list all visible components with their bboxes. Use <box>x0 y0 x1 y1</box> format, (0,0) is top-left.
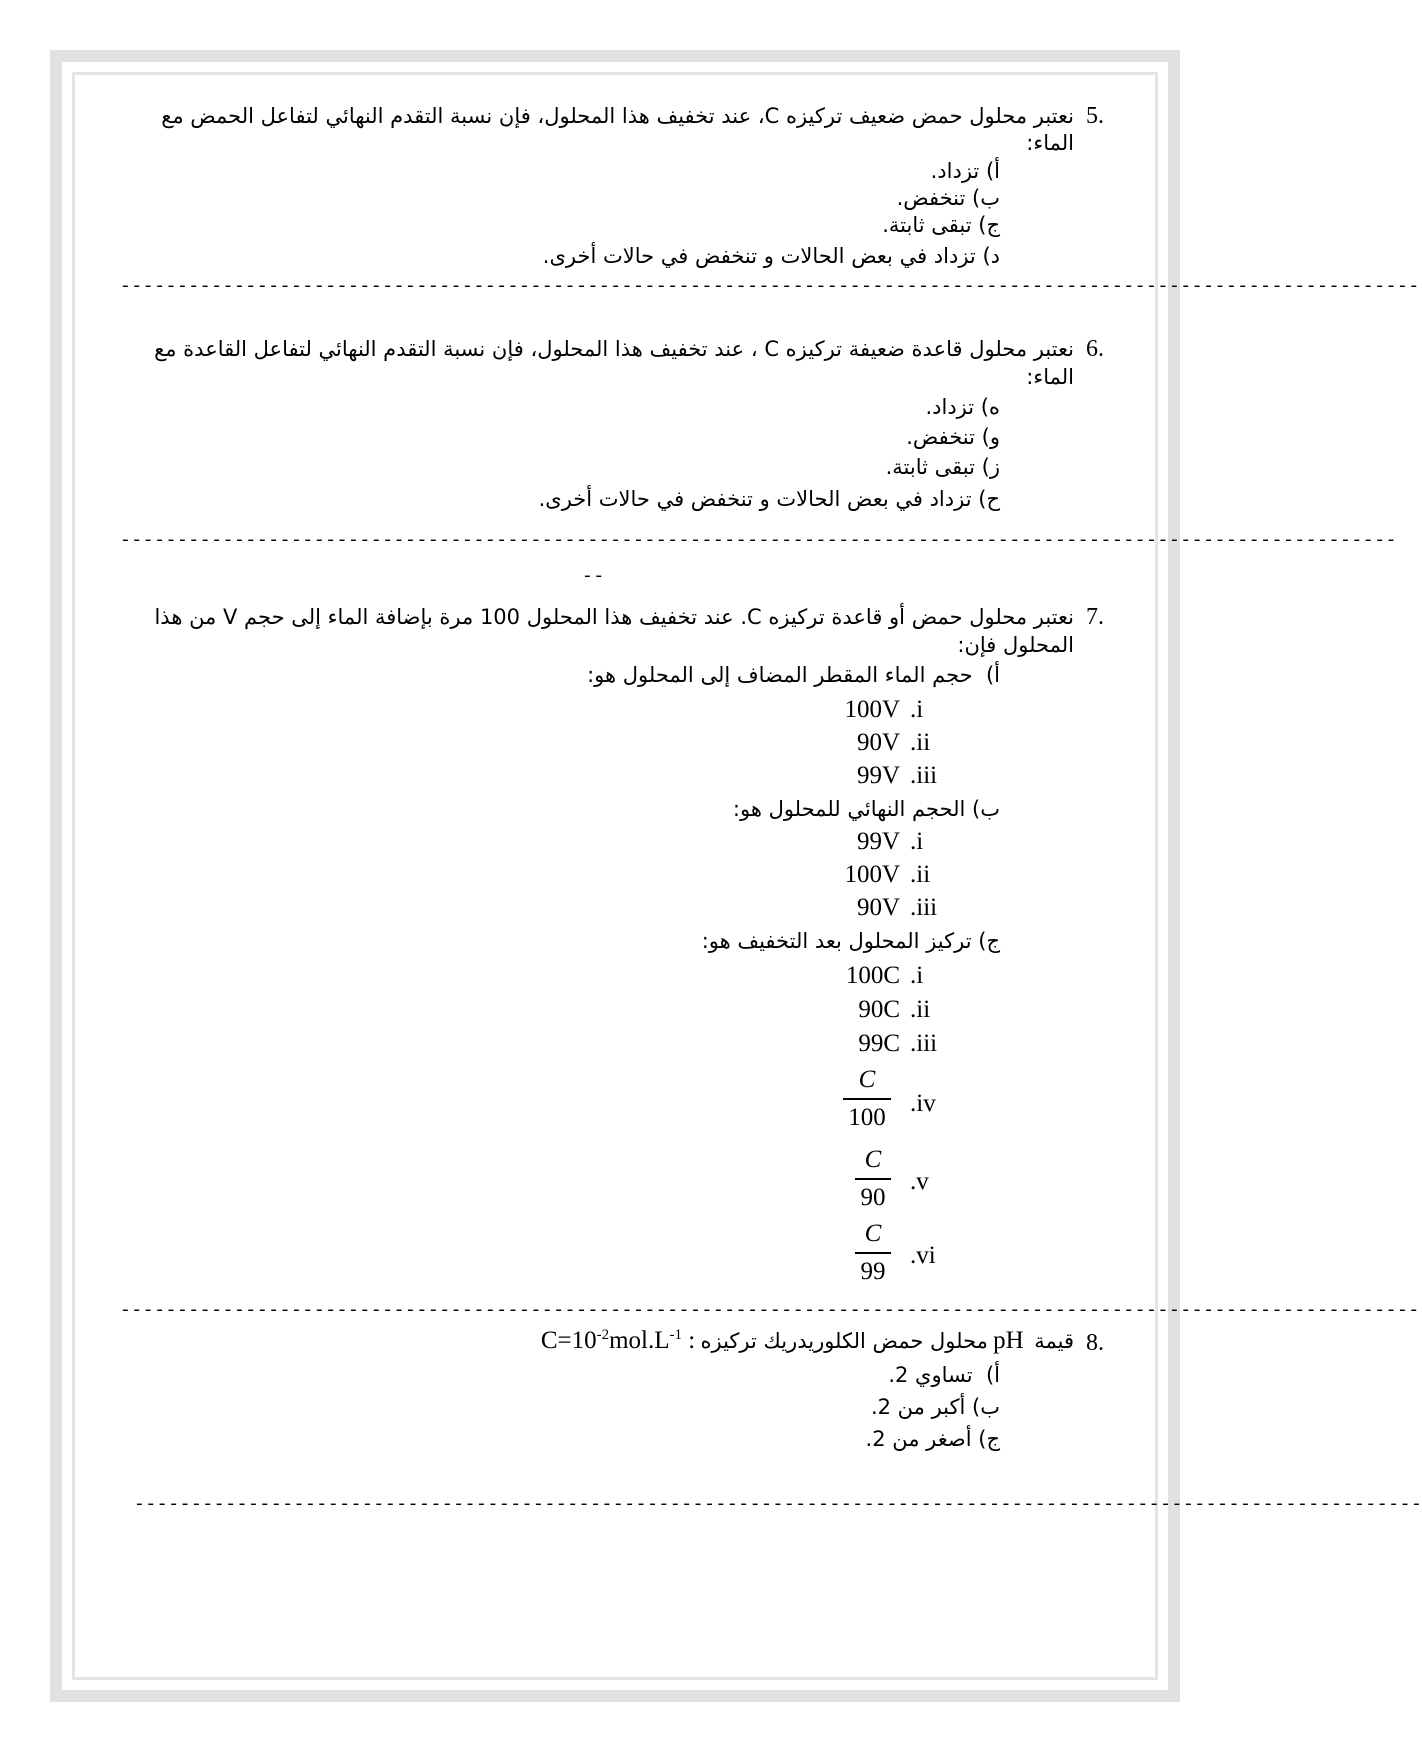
q6-option-g: ز) تبقى ثابتة. <box>885 455 1000 479</box>
q7-b-choice-i: 99V .i <box>856 828 924 855</box>
q5-stem-line1: نعتبر محلول حمض ضعيف تركيزه C، عند تخفيف هذا المحلول، فإن نسبة التقدم النهائي لتفاعل الحمض مع <box>161 104 1074 128</box>
q8-option-a: أ) تساوي 2. <box>888 1363 1000 1387</box>
q7-c-fraction-vi <box>855 1218 891 1288</box>
q7-a-choice-ii: 90V .ii <box>856 729 931 756</box>
q8-option-b: ب) أكبر من 2. <box>870 1395 1000 1419</box>
fraction-bar <box>843 1098 891 1100</box>
q7-c-roman-v: .v <box>910 1168 929 1195</box>
separator-line: ------------------------------------------------------------------------------------------------------------------ <box>120 1301 1420 1321</box>
fraction-bar <box>855 1178 891 1180</box>
q7-c-choice-iii: 99C .iii <box>858 1030 938 1057</box>
q7-part-b: ب) الحجم النهائي للمحلول هو: <box>732 797 1000 821</box>
fraction-denominator: 99 <box>860 1258 886 1285</box>
q8-ph: pH <box>993 1327 1024 1354</box>
q6-number: 6. <box>1086 336 1104 362</box>
q7-a-choice-iii: 99V .iii <box>856 762 938 789</box>
q7-c-choice-ii: 90C .ii <box>858 996 931 1023</box>
separator-line: ------------------------------------------------------------------------------------------------------------------ <box>120 277 1420 297</box>
q8-option-c: ج) أصغر من 2. <box>865 1427 1000 1451</box>
fraction-numerator: C <box>864 1146 882 1173</box>
fraction-denominator: 90 <box>860 1184 886 1211</box>
q8-stem-word1: قيمة <box>1034 1329 1074 1353</box>
q5-option-d: د) تزداد في بعض الحالات و تنخفض في حالات أخرى. <box>542 244 1000 268</box>
q7-b-choice-ii: 100V .ii <box>844 861 931 888</box>
q5-option-c: ج) تبقى ثابتة. <box>882 213 1000 237</box>
fraction-bar <box>855 1252 891 1254</box>
q7-c-roman-iv: .iv <box>910 1090 936 1117</box>
q7-c-roman-vi: .vi <box>910 1242 936 1269</box>
q5-option-a: أ) تزداد. <box>930 159 1000 183</box>
q8-stem-word2: محلول حمض الكلوريدريك تركيزه <box>700 1329 988 1353</box>
q7-stem-line2: المحلول فإن: <box>957 633 1074 657</box>
q6-option-e: ه) تزداد. <box>925 395 1000 419</box>
q6-option-h: ح) تزداد في بعض الحالات و تنخفض في حالات أخرى. <box>538 487 1000 511</box>
q8-stem <box>541 1326 1074 1356</box>
q7-c-choice-i: 100C .i <box>845 962 924 989</box>
q7-a-choice-i: 100V .i <box>844 696 924 723</box>
fraction-denominator: 100 <box>848 1104 886 1131</box>
separator-line-tail: -- <box>582 567 605 587</box>
q5-number: 5. <box>1086 103 1104 129</box>
q6-stem-line1: نعتبر محلول قاعدة ضعيفة تركيزه C ، عند تخفيف هذا المحلول، فإن نسبة التقدم النهائي لتفاعل القاعدة مع <box>154 337 1074 361</box>
q6-stem-line2: الماء: <box>1026 365 1074 389</box>
q7-b-choice-iii: 90V .iii <box>856 894 938 921</box>
separator-line: ---------------------------------------------------------------------------------------------------------------- <box>120 531 1397 551</box>
fraction-numerator: C <box>864 1220 882 1247</box>
q6-option-f: و) تنخفض. <box>906 425 1000 449</box>
q5-stem-line2: الماء: <box>1026 131 1074 155</box>
q7-stem-line1: نعتبر محلول حمض أو قاعدة تركيزه C. عند تخفيف هذا المحلول 100 مرة بإضافة الماء إلى حجم V من هذا <box>154 605 1074 629</box>
q7-number: 7. <box>1086 604 1104 630</box>
q7-part-c: ج) تركيز المحلول بعد التخفيف هو: <box>701 929 1000 953</box>
q7-c-fraction-iv <box>843 1064 891 1134</box>
separator-line: ----------------------------------------------------------------------------------------------------------------- <box>134 1495 1422 1515</box>
q7-part-a: أ) حجم الماء المقطر المضاف إلى المحلول هو: <box>587 663 1000 687</box>
q7-c-fraction-v <box>855 1144 891 1214</box>
fraction-numerator: C <box>858 1066 876 1093</box>
q8-number: 8. <box>1086 1330 1104 1356</box>
q8-concentration: $C=10^{-2}mol.L^{-1}$ : <box>540 1327 696 1354</box>
q5-option-b: ب) تنخفض. <box>896 186 1000 210</box>
